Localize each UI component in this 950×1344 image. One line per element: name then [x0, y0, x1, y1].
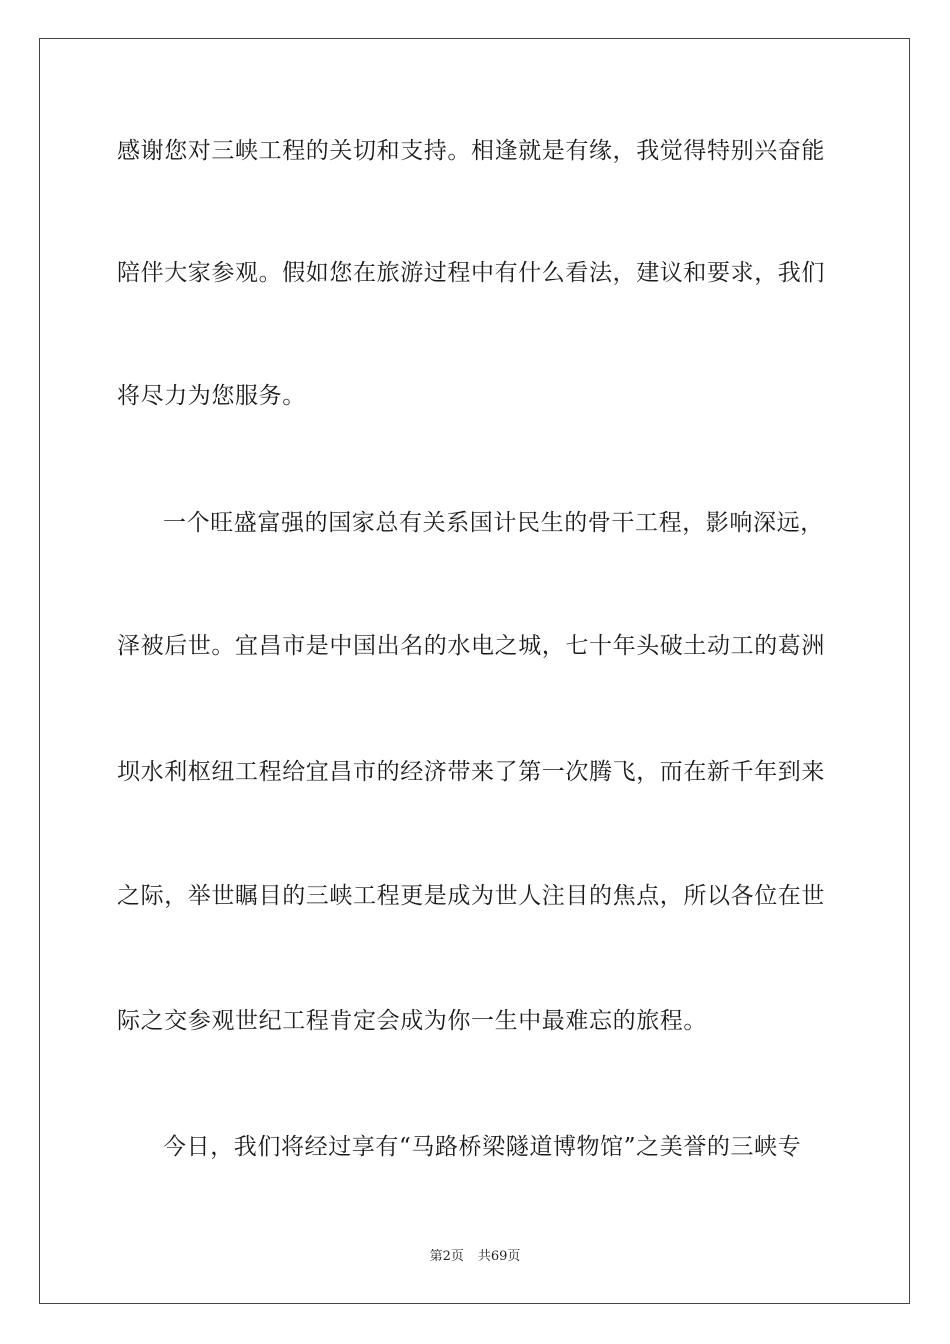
paragraph-first-line: 一个旺盛富强的国家总有关系国计民生的骨干工程，影响深远， — [163, 510, 824, 536]
text-line: 感谢您对三峡工程的关切和支持。相逢就是有缘，我觉得特别兴奋能 — [117, 138, 825, 164]
paragraph-first-line: 今日，我们将经过享有“马路桥梁隧道博物馆”之美誉的三峡专 — [163, 1134, 802, 1160]
page-frame — [39, 38, 910, 1304]
text-line: 坝水利枢纽工程给宜昌市的经济带来了第一次腾飞，而在新千年到来 — [117, 759, 825, 785]
page-footer — [0, 1247, 950, 1267]
text-line: 陪伴大家参观。假如您在旅游过程中有什么看法，建议和要求，我们 — [117, 260, 825, 286]
total-pages: 共69页 — [477, 1249, 521, 1264]
text-line: 际之交参观世纪工程肯定会成为你一生中最难忘的旅程。 — [117, 1008, 707, 1034]
text-line: 泽被后世。宜昌市是中国出名的水电之城，七十年头破土动工的葛洲 — [117, 633, 825, 659]
current-page-number: 第2页 — [429, 1249, 464, 1264]
text-line: 之际，举世瞩目的三峡工程更是成为世人注目的焦点，所以各位在世 — [117, 883, 825, 909]
text-line: 将尽力为您服务。 — [117, 383, 306, 409]
